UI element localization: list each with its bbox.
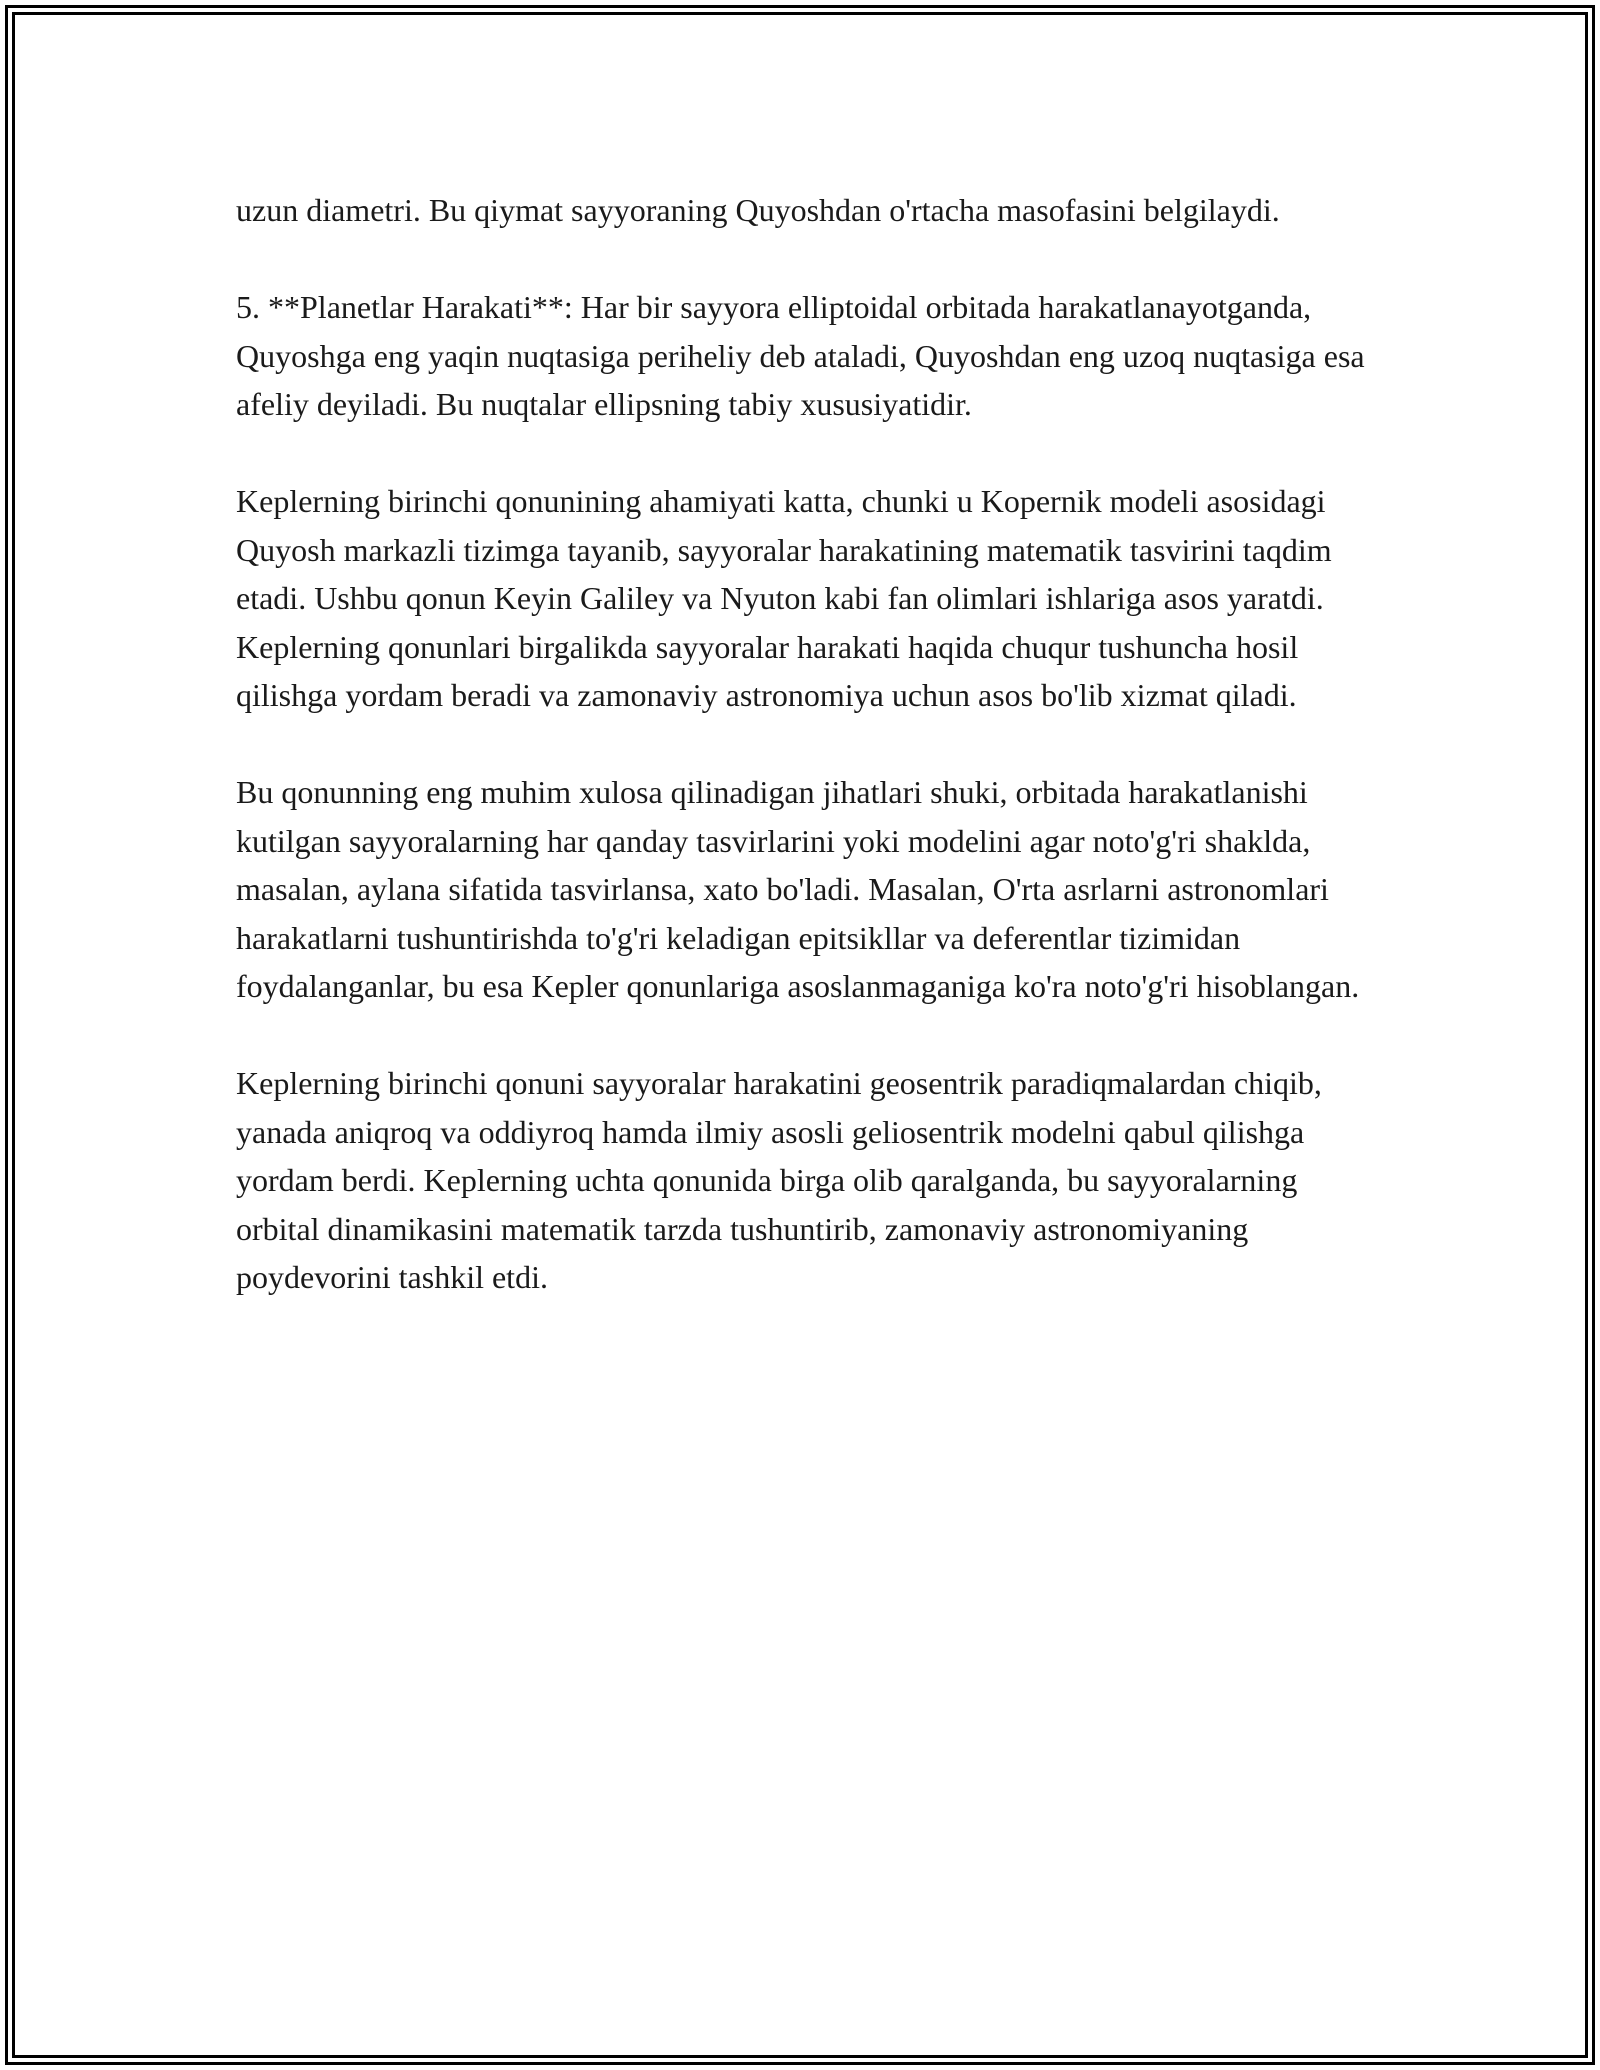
paragraph-continuation: uzun diametri. Bu qiymat sayyoraning Quyoshdan o'rtacha masofasini belgilaydi. [236, 192, 1280, 228]
paragraph-planetary-motion: 5. **Planetlar Harakati**: Har bir sayyora elliptoidal orbitada harakatlanayotganda, Quyoshga eng yaqin nuqtasiga periheliy deb ataladi, Quyoshdan eng uzoq nuqtasiga esa afeliy deyiladi. Bu nuqtalar ellipsning tabiy xususiyatidir. [236, 289, 1365, 422]
paragraph-heliocentric: Keplerning birinchi qonuni sayyoralar harakatini geosentrik paradiqmalardan chiqib, yanada aniqroq va oddiyroq hamda ilmiy asosli geliosentrik modelni qabul qilishga yordam berdi. Keplerning uchta qonunida birga olib qaralganda, bu sayyoralarning orbital dinamikasini matematik tarzda tushuntirib, zamonaviy astronomiyaning poydevorini tashkil etdi. [236, 1065, 1322, 1295]
document-body [236, 186, 1376, 1350]
paragraph-conclusions: Bu qonunning eng muhim xulosa qilinadigan jihatlari shuki, orbitada harakatlanishi kutilgan sayyoralarning har qanday tasvirlarini yoki modelini agar noto'g'ri shaklda, masalan, aylana sifatida tasvirlansa, xato bo'ladi. Masalan, O'rta asrlarni astronomlari harakatlarni tushuntirishda to'g'ri keladigan epitsikllar va deferentlar tizimidan foydalanganlar, bu esa Kepler qonunlariga asoslanmaganiga ko'ra noto'g'ri hisoblangan. [236, 774, 1360, 1004]
paragraph-significance: Keplerning birinchi qonunining ahamiyati katta, chunki u Kopernik modeli asosidagi Quyosh markazli tizimga tayanib, sayyoralar harakatining matematik tasvirini taqdim etadi. Ushbu qonun Keyin Galiley va Nyuton kabi fan olimlari ishlariga asos yaratdi. Keplerning qonunlari birgalikda sayyoralar harakati haqida chuqur tushuncha hosil qilishga yordam beradi va zamonaviy astronomiya uchun asos bo'lib xizmat qiladi. [236, 483, 1332, 713]
